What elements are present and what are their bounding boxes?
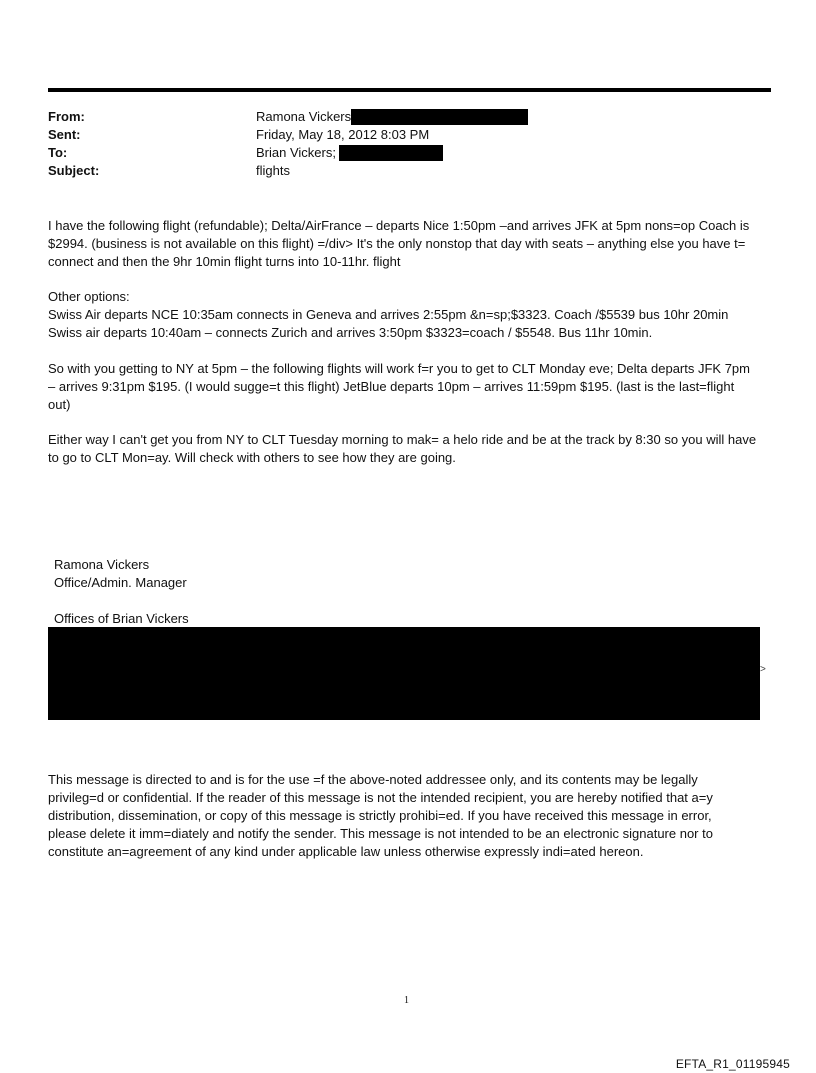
redaction-signature-block — [48, 627, 760, 720]
email-header — [48, 108, 528, 180]
disclaimer: This message is directed to and is for the use =f the above-noted addressee only, and its contents may be legally privileg=d or confidential. If the reader of this message is not the intended recipient, you are hereby notified that a=y distribution, dissemination, or copy of this message is strictly prohibi=ed. If you have received this message in error, please delete it imm=diately and notify the sender. This message is not intended to be an electronic signature nor to constitute an=agreement of any kind under applicable law unless otherwise expressly indi=ated hereon. — [48, 772, 713, 859]
options-line-2: Swiss air departs 10:40am – connects Zurich and arrives 3:50pm $3323=coach / $5548. Bus 11hr 10min. — [48, 325, 653, 340]
body-paragraph-options — [48, 288, 758, 342]
options-heading: Other options: — [48, 289, 130, 304]
subject-value: flights — [256, 163, 290, 178]
body-paragraph-1: I have the following flight (refundable); Delta/AirFrance – departs Nice 1:50pm –and arrives JFK at 5pm nons=op Coach is $2994. (business is not available on this flight) =/div> It's the only nonstop that day with seats – anything else you have t= connect and then the 9hr 10min flight turns into 10-11hr. flight — [48, 218, 750, 269]
redaction-from-email — [351, 109, 528, 125]
subject-row — [48, 162, 528, 180]
sent-row — [48, 126, 528, 144]
to-label: To: — [48, 145, 68, 160]
signature-title: Office/Admin. Manager — [54, 575, 187, 590]
redaction-tick: > — [760, 664, 766, 675]
header-rule — [48, 88, 771, 92]
signature-office: Offices of Brian Vickers — [54, 611, 189, 626]
body-paragraph-4: Either way I can't get you from NY to CLT Tuesday morning to mak= a helo ride and be at the track by 8:30 so you will have to go to CLT Mon=ay. Will check with others to see how they are going. — [48, 432, 757, 465]
subject-label: Subject: — [48, 163, 100, 178]
body-paragraph-3: So with you getting to NY at 5pm – the following flights will work f=r you to get to CLT Monday eve; Delta departs JFK 7pm – arrives 9:31pm $195. (I would sugge=t this flight) JetBlue departs 10pm – arrives 11:59pm $195. (last is the last=flight out) — [48, 361, 750, 412]
sent-label: Sent: — [48, 127, 81, 142]
sent-value: Friday, May 18, 2012 8:03 PM — [256, 127, 430, 142]
signature-name: Ramona Vickers — [54, 557, 150, 572]
redaction-to-recipient — [339, 145, 443, 161]
to-value: Brian Vickers; — [256, 145, 336, 160]
options-line-1: Swiss Air departs NCE 10:35am connects in Geneva and arrives 2:55pm &n=sp;$3323. Coach /$5539 bus 10hr 20min — [48, 307, 729, 322]
to-row — [48, 144, 528, 162]
from-label: From: — [48, 109, 85, 124]
document-id: EFTA_R1_01195945 — [675, 1057, 790, 1071]
from-value: Ramona Vickers — [256, 109, 352, 124]
from-row — [48, 108, 528, 126]
page-number: 1 — [404, 995, 409, 1006]
